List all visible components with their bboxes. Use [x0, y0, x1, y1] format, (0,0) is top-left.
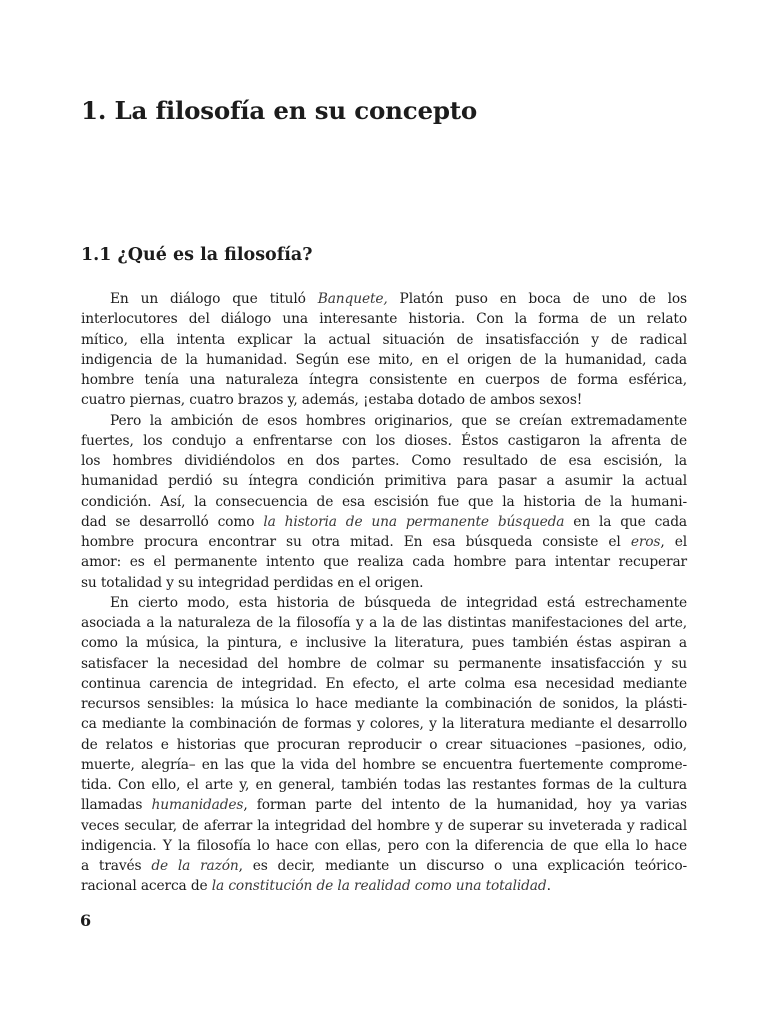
text-run: como la música, la pintura, e inclusive la literatura, pues también éstas aspiran a: [81, 635, 687, 652]
emphasized-text: la constitución de la realidad como una totalidad: [211, 878, 547, 895]
text-run: Platón puso en boca de uno de los: [387, 291, 687, 307]
text-line: [81, 330, 687, 350]
text-run: , el: [660, 534, 688, 550]
text-line: [81, 411, 687, 431]
text-run: hombre procura encontrar su otra mitad. En esa búsqueda consiste el: [81, 534, 631, 550]
text-run: asociada a la naturaleza de la filosofía y a la de las distintas manifestaciones del arte,: [81, 615, 687, 631]
text-line: [81, 633, 687, 653]
text-line: [81, 613, 687, 633]
text-line: [81, 714, 687, 734]
text-run: interlocutores del diálogo una interesante historia. Con la forma de un relato: [81, 311, 687, 328]
text-line: [81, 370, 687, 390]
text-line: [81, 552, 687, 572]
text-run: su totalidad y su integridad perdidas en el origen.: [81, 574, 424, 591]
text-line: [81, 451, 687, 471]
text-run: satisfacer la necesidad del hombre de colmar su permanente insatisfacción y su: [81, 655, 687, 672]
text-line: [81, 471, 687, 491]
text-line: [81, 775, 687, 795]
text-line: [81, 431, 687, 451]
text-run: indigencia. Y la filosofía lo hace con ellas, pero con la diferencia de que ella lo hace: [81, 837, 687, 854]
text-line: [81, 876, 687, 896]
text-line: [81, 573, 687, 593]
text-run: .: [546, 878, 551, 895]
text-line: [81, 856, 687, 876]
text-run: indigencia de la humanidad. Según ese mito, en el origen de la humanidad, cada: [81, 351, 687, 368]
paragraph: [81, 593, 687, 897]
text-run: , es decir, mediante un discurso o una explicación teórico-: [238, 858, 687, 874]
text-run: mítico, ella intenta explicar la actual situación de insatisfacción y de radical: [81, 331, 687, 348]
text-line: [81, 593, 687, 613]
paragraph: [81, 289, 687, 411]
chapter-title: 1. La filosofía en su concepto: [81, 96, 478, 125]
emphasized-text: de la razón: [151, 858, 239, 874]
text-line: [81, 512, 687, 532]
text-line: [81, 654, 687, 674]
emphasized-text: Banquete,: [317, 291, 388, 307]
text-line: [81, 492, 687, 512]
text-run: los hombres dividiéndolos en dos partes. Como resultado de esa escisión, la: [81, 453, 687, 469]
text-run: de relatos e historias que procuran reproducir o crear situaciones –pasiones, odio,: [81, 736, 687, 753]
text-run: en la que cada: [564, 513, 687, 530]
text-line: [81, 694, 687, 714]
text-run: recursos sensibles: la música lo hace mediante la combinación de sonidos, la plásti-: [81, 696, 687, 712]
text-line: [81, 309, 687, 329]
text-run: muerte, alegría– en las que la vida del hombre se encuentra fuertemente comprome-: [81, 756, 687, 773]
text-run: dad se desarrolló como: [81, 513, 264, 530]
emphasized-text: la historia de una permanente búsqueda: [263, 513, 565, 530]
text-line: [81, 350, 687, 370]
text-line: [81, 735, 687, 755]
text-run: tida. Con ello, el arte y, en general, también todas las restantes formas de la cultura: [81, 777, 687, 793]
text-line: [81, 390, 687, 410]
paragraph: [81, 411, 687, 593]
body-text: [81, 289, 687, 897]
text-line: [81, 795, 687, 815]
emphasized-text: eros: [630, 534, 661, 550]
text-run: condición. Así, la consecuencia de esa escisión fue que la historia de la humani-: [81, 493, 687, 510]
text-run: hombre tenía una naturaleza íntegra consistente en cuerpos de forma esférica,: [81, 372, 687, 388]
text-line: [81, 289, 687, 309]
section-title: 1.1 ¿Qué es la filosofía?: [81, 245, 313, 265]
text-run: cuatro piernas, cuatro brazos y, además, ¡estaba dotado de ambos sexos!: [81, 392, 583, 409]
text-run: , forman parte del intento de la humanidad, hoy ya varias: [243, 797, 687, 814]
text-run: Pero la ambición de esos hombres originarios, que se creían extremadamente: [110, 412, 687, 429]
text-line: [81, 674, 687, 694]
text-run: En un diálogo que tituló: [110, 291, 318, 307]
text-run: ca mediante la combinación de formas y colores, y la literatura mediante el desarrollo: [81, 716, 687, 733]
text-line: [81, 532, 687, 552]
text-line: [81, 836, 687, 856]
text-run: amor: es el permanente intento que realiza cada hombre para intentar recuperar: [81, 554, 687, 571]
text-run: veces secular, de aferrar la integridad del hombre y de superar su inveterada y radical: [81, 817, 687, 834]
text-run: a través: [81, 858, 152, 874]
text-run: racional acerca de: [81, 878, 212, 895]
page-number: 6: [80, 911, 92, 930]
text-line: [81, 755, 687, 775]
text-run: fuertes, los condujo a enfrentarse con los dioses. Éstos castigaron la afrenta de: [81, 432, 687, 449]
text-run: llamadas: [81, 797, 152, 814]
text-run: humanidad perdió su íntegra condición primitiva para pasar a asumir la actual: [81, 473, 687, 490]
text-line: [81, 816, 687, 836]
text-run: continua carencia de integridad. En efecto, el arte colma esa necesidad mediante: [81, 675, 687, 692]
text-run: En cierto modo, esta historia de búsqueda de integridad está estrechamente: [110, 594, 687, 611]
emphasized-text: humanidades: [151, 797, 244, 814]
